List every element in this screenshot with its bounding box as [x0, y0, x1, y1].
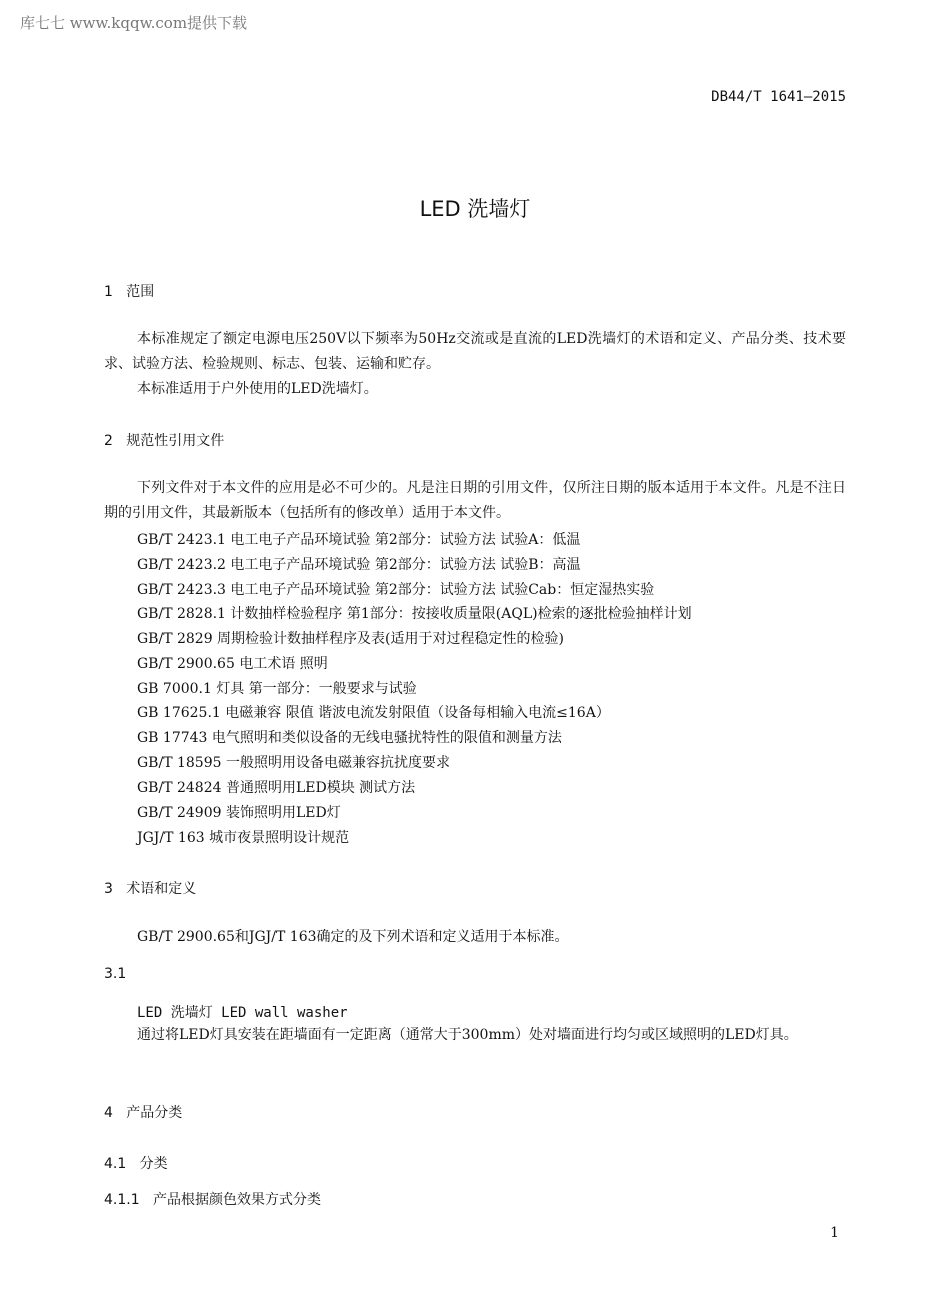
section-2-paragraph-1: 下列文件对于本文件的应用是必不可少的。凡是注日期的引用文件，仅所注日期的版本适用于本文件。凡是不注日期的引用文件，其最新版本（包括所有的修改单）适用于本文件。: [104, 480, 846, 521]
section-3-heading: 3 术语和定义: [104, 881, 197, 897]
term-definition: 通过将LED灯具安装在距墙面有一定距离（通常大于300mm）处对墙面进行均匀或区域照明的LED灯具。: [137, 1027, 798, 1043]
reference-item: GB/T 2828.1 计数抽样检验程序 第1部分：按接收质量限(AQL)检索的逐批检验抽样计划: [137, 606, 692, 622]
reference-item: GB/T 24909 装饰照明用LED灯: [137, 805, 341, 821]
reference-item: GB/T 2900.65 电工术语 照明: [137, 656, 328, 672]
reference-item: GB/T 24824 普通照明用LED模块 测试方法: [137, 780, 416, 796]
reference-item: GB/T 2423.3 电工电子产品环境试验 第2部分：试验方法 试验Cab：恒定湿热实验: [137, 582, 655, 598]
reference-item: GB 17625.1 电磁兼容 限值 谐波电流发射限值（设备每相输入电流≤16A）: [137, 705, 610, 721]
document-number: DB44/T 1641—2015: [711, 89, 846, 105]
subsection-4-1-1-heading: 4.1.1 产品根据颜色效果方式分类: [104, 1192, 321, 1208]
page-title: LED 洗墙灯: [419, 197, 531, 221]
reference-item: GB/T 18595 一般照明用设备电磁兼容抗扰度要求: [137, 755, 450, 771]
section-3-paragraph-1: GB/T 2900.65和JGJ/T 163确定的及下列术语和定义适用于本标准。: [137, 929, 569, 945]
term-title: LED 洗墙灯 LED wall washer: [137, 1005, 348, 1021]
section-4-heading: 4 产品分类: [104, 1105, 183, 1121]
section-1-paragraph-1: 本标准规定了额定电源电压250V以下频率为50Hz交流或是直流的LED洗墙灯的术语和定义、产品分类、技术要求、试验方法、检验规则、标志、包装、运输和贮存。: [104, 331, 846, 372]
subsection-3-1-number: 3.1: [104, 966, 127, 982]
reference-item: GB 17743 电气照明和类似设备的无线电骚扰特性的限值和测量方法: [137, 730, 562, 746]
reference-item: JGJ/T 163 城市夜景照明设计规范: [137, 830, 350, 846]
reference-item: GB/T 2423.1 电工电子产品环境试验 第2部分：试验方法 试验A：低温: [137, 532, 581, 548]
page-number: 1: [830, 1225, 839, 1241]
reference-item: GB 7000.1 灯具 第一部分：一般要求与试验: [137, 681, 417, 697]
section-1-paragraph-2: 本标准适用于户外使用的LED洗墙灯。: [137, 381, 378, 397]
section-1-heading: 1 范围: [104, 284, 155, 300]
watermark: 库七七 www.kqqw.com提供下载: [20, 14, 248, 32]
reference-item: GB/T 2423.2 电工电子产品环境试验 第2部分：试验方法 试验B：高温: [137, 557, 581, 573]
section-2-heading: 2 规范性引用文件: [104, 433, 225, 449]
reference-item: GB/T 2829 周期检验计数抽样程序及表(适用于对过程稳定性的检验): [137, 631, 564, 647]
subsection-4-1-heading: 4.1 分类: [104, 1156, 168, 1172]
